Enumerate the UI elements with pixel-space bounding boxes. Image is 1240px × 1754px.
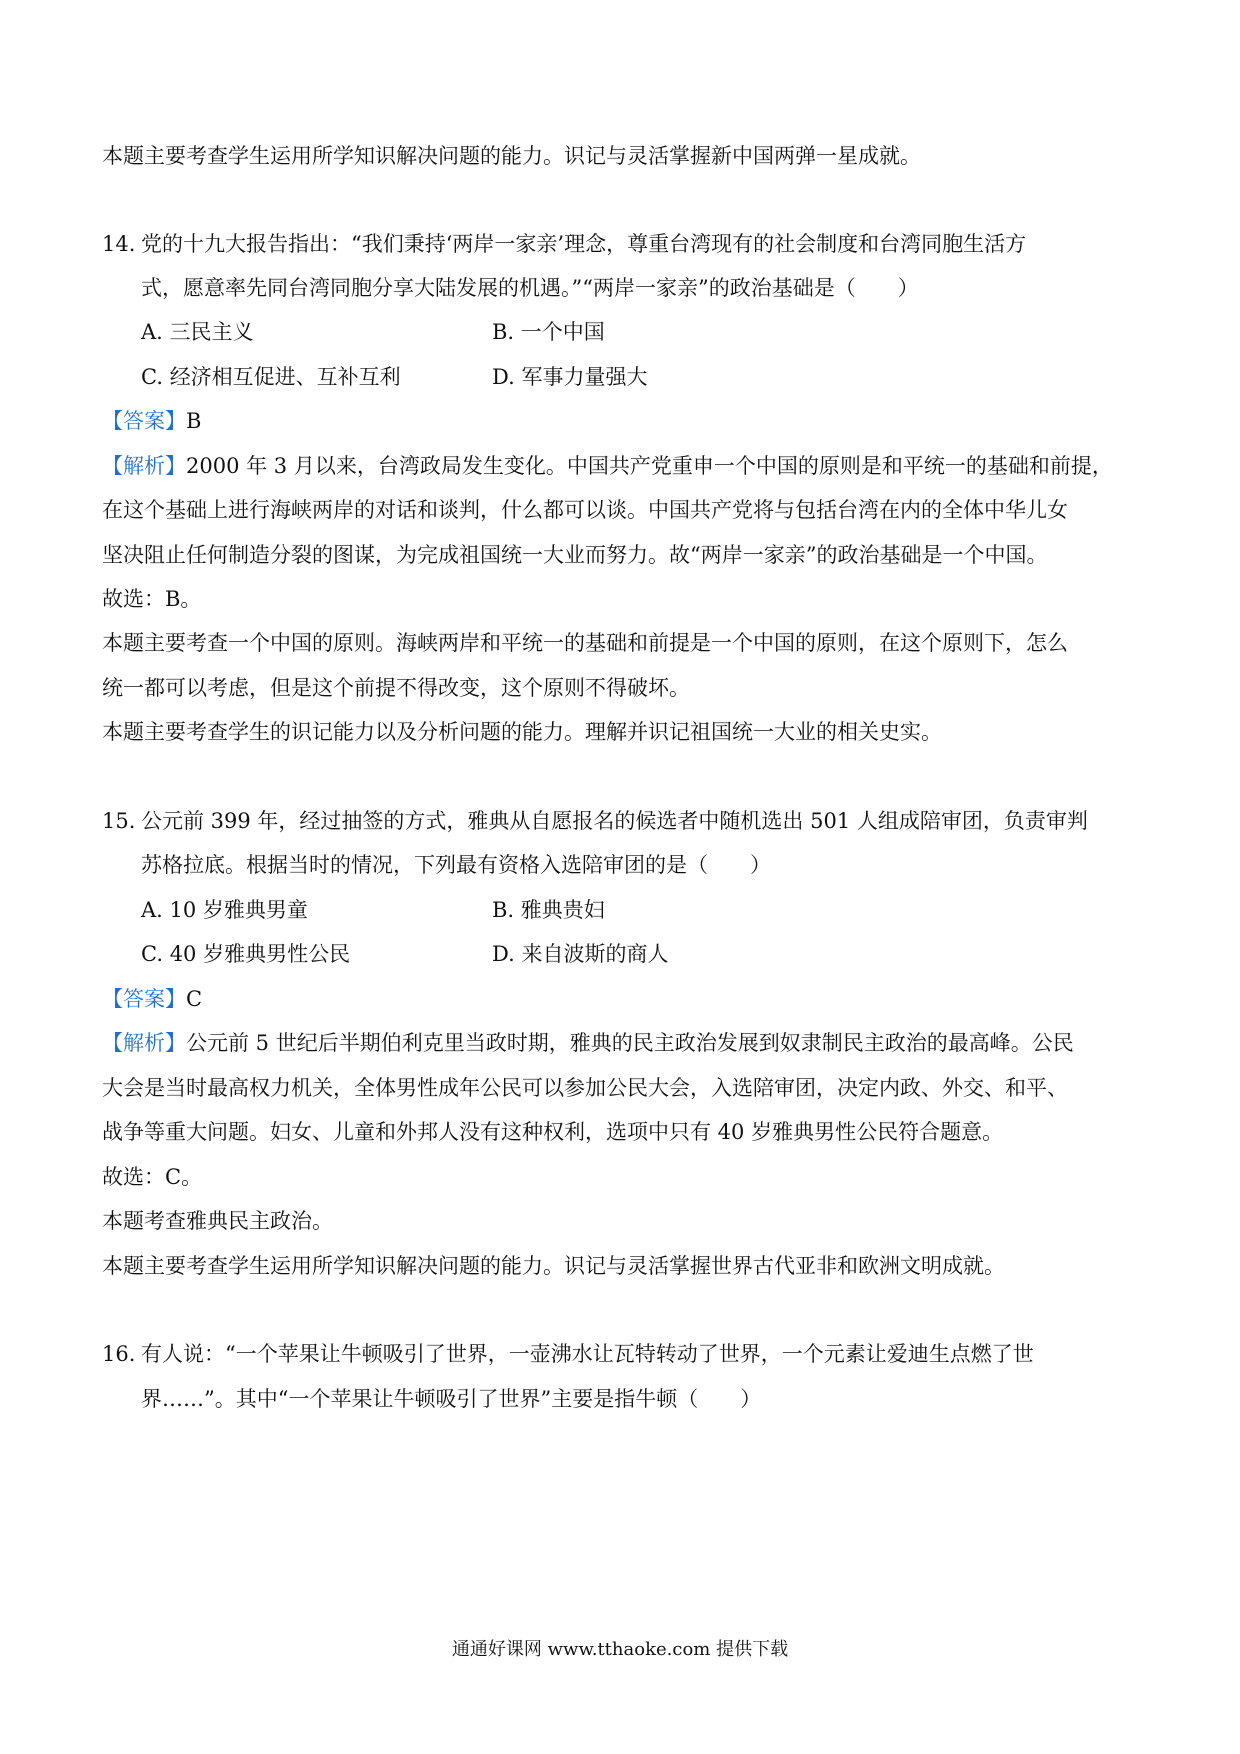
- q15-number: 15.: [102, 809, 136, 833]
- q14-answer-value: B: [186, 409, 202, 433]
- q16-stem-line1: 有人说：“一个苹果让牛顿吸引了世界，一壶沸水让瓦特转动了世界，一个元素让爱迪生点燃了世: [141, 1342, 1034, 1366]
- intro-summary: 本题主要考查学生运用所学知识解决问题的能力。识记与灵活掌握新中国两弹一星成就。: [102, 144, 921, 168]
- q14-analysis-text1: 2000 年 3 月以来，台湾政局发生变化。中国共产党重申一个中国的原则是和平统一的基础和前提，: [186, 454, 1113, 478]
- q14-answer-tag: 【答案】: [102, 409, 186, 433]
- q15-stem-line2: 苏格拉底。根据当时的情况，下列最有资格入选陪审团的是（ ）: [141, 853, 771, 877]
- q14-analysis-tag: 【解析】: [102, 454, 186, 478]
- q15-choice: 故选：C。: [102, 1165, 203, 1189]
- q15-analysis-line2: 大会是当时最高权力机关，全体男性成年公民可以参加公民大会，入选陪审团，决定内政、外交、和平、: [102, 1076, 1068, 1100]
- q15-option-c-text: 40 岁雅典男性公民: [169, 942, 351, 966]
- q14-option-b-text: 一个中国: [520, 320, 605, 344]
- q15-analysis-tag: 【解析】: [102, 1031, 186, 1055]
- q15-option-c: [141, 939, 350, 969]
- q14-option-c-text: 经济相互促进、互补互利: [169, 365, 401, 389]
- q14-analysis-line2: 在这个基础上进行海峡两岸的对话和谈判，什么都可以谈。中国共产党将与包括台湾在内的全体中华儿女: [102, 498, 1068, 522]
- q14-number: 14.: [102, 232, 136, 256]
- q15-option-a-label: A.: [141, 898, 163, 922]
- q15-option-d-label: D.: [492, 942, 515, 966]
- q15-option-c-label: C.: [141, 942, 163, 966]
- q14-choice: 故选：B。: [102, 587, 202, 611]
- q14-option-a-text: 三民主义: [169, 320, 254, 344]
- page-footer: 通通好课网 www.tthaoke.com 提供下载: [451, 1639, 789, 1660]
- q15-option-d-text: 来自波斯的商人: [521, 942, 669, 966]
- q14-option-c: [141, 362, 401, 392]
- q14-note-line1: 本题主要考查一个中国的原则。海峡两岸和平统一的基础和前提是一个中国的原则，在这个原则下，怎么: [102, 631, 1068, 655]
- q15-analysis-line3: 战争等重大问题。妇女、儿童和外邦人没有这种权利，选项中只有 40 岁雅典男性公民符合题意。: [102, 1120, 1004, 1144]
- q14-stem-line1: 党的十九大报告指出：“我们秉持‘两岸一家亲’理念，尊重台湾现有的社会制度和台湾同胞生活方: [141, 232, 1027, 256]
- q15-analysis-line1: [102, 1028, 1074, 1058]
- q15-option-d: [492, 939, 668, 969]
- q14-stem-line2: 式，愿意率先同台湾同胞分享大陆发展的机遇。”“两岸一家亲”的政治基础是（ ）: [141, 276, 919, 300]
- q14-option-d: [492, 362, 647, 392]
- q14-analysis-line3: 坚决阻止任何制造分裂的图谋，为完成祖国统一大业而努力。故“两岸一家亲”的政治基础是一个中国。: [102, 543, 1048, 567]
- q14-note-line2: 统一都可以考虑，但是这个前提不得改变，这个原则不得破坏。: [102, 676, 690, 700]
- q15-note: 本题考查雅典民主政治。: [102, 1209, 333, 1233]
- q14-answer: [102, 406, 201, 436]
- q15-option-a-text: 10 岁雅典男童: [169, 898, 308, 922]
- q15-answer: [102, 984, 202, 1014]
- q14-option-b: [492, 317, 605, 347]
- q14-summary: 本题主要考查学生的识记能力以及分析问题的能力。理解并识记祖国统一大业的相关史实。: [102, 720, 942, 744]
- q16-number: 16.: [102, 1342, 136, 1366]
- q14-option-a: [141, 317, 254, 347]
- q15-option-b-text: 雅典贵妇: [520, 898, 605, 922]
- q14-analysis-line1: [102, 451, 1113, 481]
- q15-option-b: [492, 895, 605, 925]
- q15-summary: 本题主要考查学生运用所学知识解决问题的能力。识记与灵活掌握世界古代亚非和欧洲文明成就。: [102, 1254, 1005, 1278]
- q14-option-c-label: C.: [141, 365, 163, 389]
- q15-option-b-label: B.: [492, 898, 515, 922]
- q14-option-d-text: 军事力量强大: [521, 365, 648, 389]
- q15-option-a: [141, 895, 308, 925]
- q15-stem-line1: 公元前 399 年，经过抽签的方式，雅典从自愿报名的候选者中随机选出 501 人组成陪审团，负责审判: [141, 809, 1088, 833]
- q15-answer-value: C: [186, 987, 203, 1011]
- q14-option-a-label: A.: [141, 320, 163, 344]
- q15-analysis-text1: 公元前 5 世纪后半期伯利克里当政时期，雅典的民主政治发展到奴隶制民主政治的最高峰。公民: [186, 1031, 1074, 1055]
- q14-option-d-label: D.: [492, 365, 515, 389]
- q14-option-b-label: B.: [492, 320, 515, 344]
- q15-answer-tag: 【答案】: [102, 987, 186, 1011]
- q16-stem-line2: 界……”。其中“一个苹果让牛顿吸引了世界”主要是指牛顿（ ）: [141, 1387, 762, 1411]
